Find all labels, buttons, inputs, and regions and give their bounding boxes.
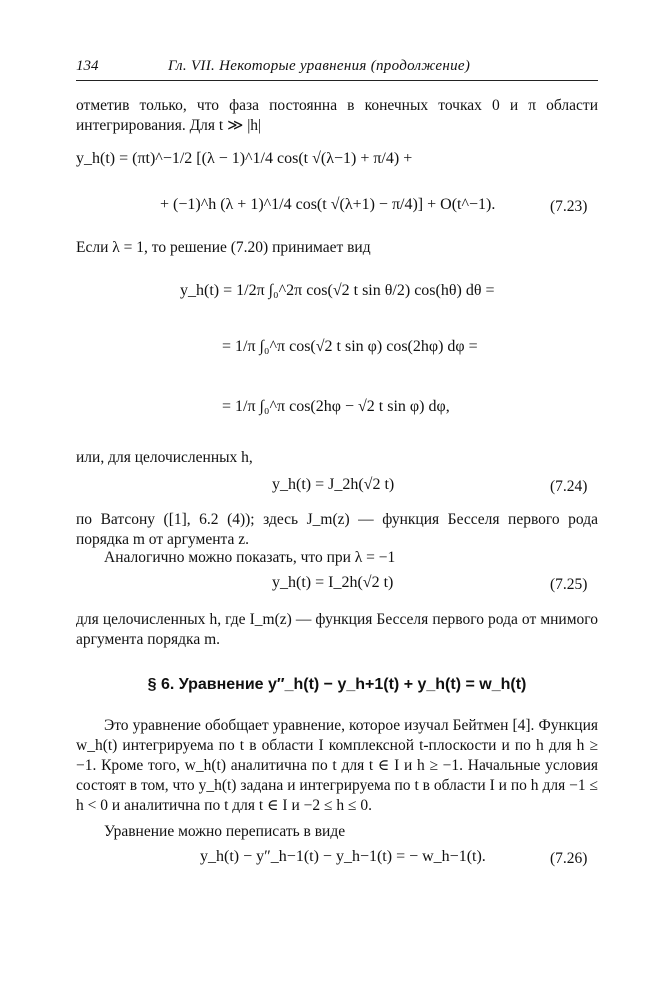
equation-number-7-24: (7.24) [550,478,588,495]
paragraph-5: Аналогично можно показать, что при λ = −1 [104,549,396,566]
equation-7-24: y_h(t) = J_2h(√2 t) [272,476,395,493]
running-header [76,56,598,81]
paragraph-7: Это уравнение обобщает уравнение, которое изучал Бейтмен [4]. Функция w_h(t) интегрируема по t в области I комплексной t-плоскости и по h для h ≥ −1. Кроме того, w_h(t) аналитична по t для t ∈ I и h ≥ −1. Начальные условия состоят в том, что y_h(t) задана и интегрируема по t в области I и по h для −1 ≤ h < 0 и аналитична по t для t ∈ I и −2 ≤ h ≤ 0. [76,717,598,814]
paragraph-3: или, для целочисленных h, [76,449,253,466]
paragraph-6: для целочисленных h, где I_m(z) — функция Бесселя первого рода от мнимого аргумента порядка m. [76,611,598,648]
paragraph-8: Уравнение можно переписать в виде [104,823,346,840]
equation-integral-line2: = 1/π ∫₀^π cos(√2 t sin φ) cos(2hφ) dφ = [222,338,478,355]
equation-7-26: y_h(t) − y″_h−1(t) − y_h−1(t) = − w_h−1(t). [200,848,486,865]
paragraph-1: отметив только, что фаза постоянна в конечных точках 0 и π области интегрирования. Для t ≫ |h| [76,97,598,134]
equation-integral-line3: = 1/π ∫₀^π cos(2hφ − √2 t sin φ) dφ, [222,398,450,415]
paragraph-2: Если λ = 1, то решение (7.20) принимает вид [76,239,371,256]
running-title: Гл. VII. Некоторые уравнения (продолжение) [168,58,471,74]
equation-number-7-23: (7.23) [550,198,588,215]
equation-7-23-line2: + (−1)^h (λ + 1)^1/4 cos(t √(λ+1) − π/4)] + O(t^−1). [160,196,496,213]
equation-integral-line1: y_h(t) = 1/2π ∫₀^2π cos(√2 t sin θ/2) cos(hθ) dθ = [180,282,495,299]
equation-7-25: y_h(t) = I_2h(√2 t) [272,574,394,591]
section-heading: § 6. Уравнение y″_h(t) − y_h+1(t) + y_h(t) = w_h(t) [147,676,527,693]
paragraph-4: по Ватсону ([1], 6.2 (4)); здесь J_m(z) — функция Бесселя первого рода порядка m от аргумента z. [76,511,598,548]
page-number: 134 [76,58,99,74]
equation-number-7-26: (7.26) [550,850,588,867]
equation-7-23-line1: y_h(t) = (πt)^−1/2 [(λ − 1)^1/4 cos(t √(λ−1) + π/4) + [76,150,413,167]
equation-number-7-25: (7.25) [550,576,588,593]
